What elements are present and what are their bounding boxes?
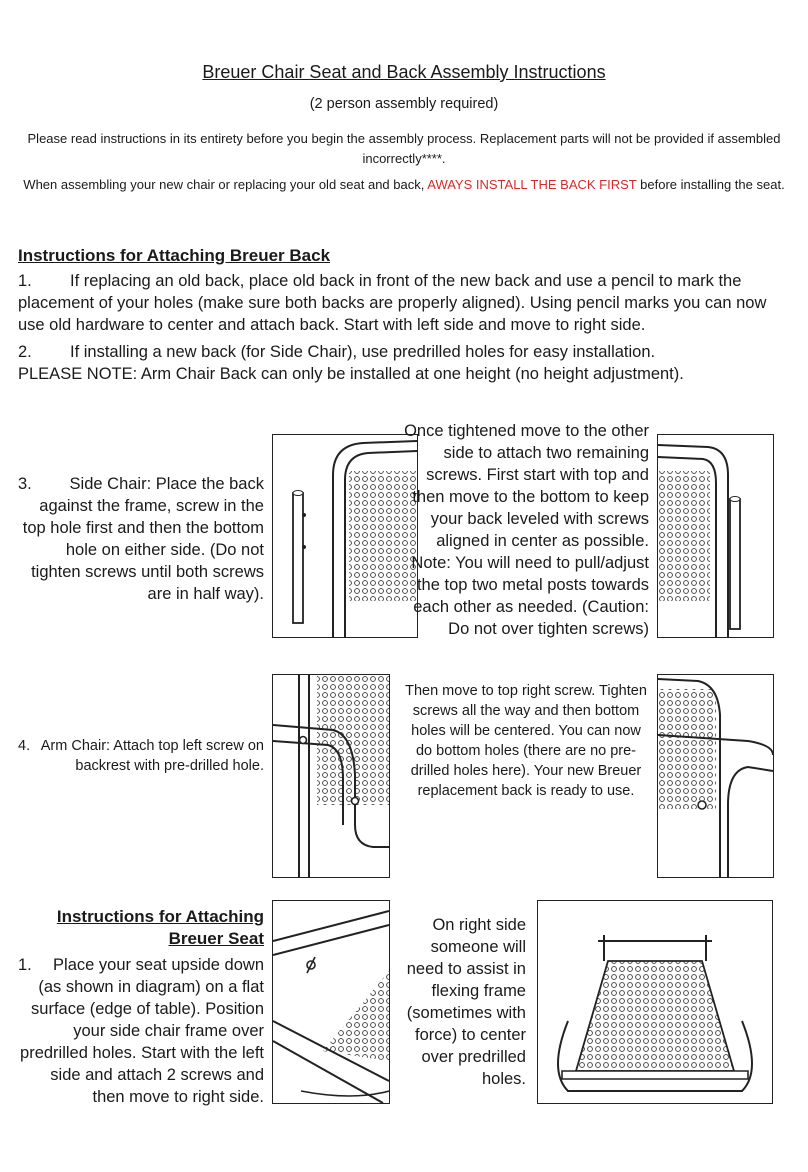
notice-text: Please read instructions in its entirety before you begin the assembly process. Replacement parts will not be provided if assembled incorrectly****. [27, 131, 781, 166]
step-text: Side Chair: Place the back against the frame, screw in the top hole first and then the bottom hole on either side. (Do not tighten screws until both screws are in half way). [22, 475, 264, 603]
step-number: 2. [18, 343, 32, 361]
warning-red: AWAYS INSTALL THE BACK FIRST [427, 177, 637, 192]
step-note: PLEASE NOTE: Arm Chair Back can only be installed at one height (no height adjustment). [18, 365, 684, 383]
back-section-heading: Instructions for Attaching Breuer Back [18, 246, 331, 265]
page-title: Breuer Chair Seat and Back Assembly Instructions [202, 62, 606, 82]
seat-section-heading: Instructions for Attaching Breuer Seat [56, 907, 264, 948]
step-number: 3. [18, 475, 32, 493]
step-text: If installing a new back (for Side Chair), use predrilled holes for easy installation. [70, 343, 656, 361]
back-step-2 [18, 341, 790, 385]
back-step-1 [18, 270, 790, 336]
back-step-4 [18, 736, 264, 776]
step-number: 1. [18, 272, 32, 290]
step-text: If replacing an old back, place old back in front of the new back and use a pencil to mark the placement of your holes (make sure both backs are properly aligned). Using pencil marks you can now use old hardware to center and attach back. Start with left side and move to right side. [18, 272, 767, 334]
arm-chair-right-diagram [657, 674, 774, 878]
step-text: Arm Chair: Attach top left screw on backrest with pre-drilled hole. [40, 738, 264, 774]
side-chair-right-diagram [657, 434, 774, 638]
back-step-3b: Once tightened move to the other side to attach two remaining screws. First start with top and then move to the bottom to keep your back leveled with screws aligned in center as possible. Note: You will need to pull/adjust the top two metal posts towards each other as needed. (Caution: Do not over tighten screws) [404, 422, 649, 638]
seat-step-1b: On right side someone will need to assist in flexing frame (sometimes with force) to center over predrilled holes. [406, 916, 526, 1088]
step-text: Place your seat upside down (as shown in diagram) on a flat surface (edge of table). Position your side chair frame over predrilled holes. Start with the left side and attach 2 screws and then move to right side. [20, 956, 264, 1106]
side-chair-left-diagram [272, 434, 418, 638]
seat-left-diagram [272, 900, 390, 1104]
seat-step-1 [18, 954, 264, 1108]
warning-text [14, 175, 794, 195]
step-number: 1. [18, 956, 32, 974]
back-step-4b: Then move to top right screw. Tighten screws all the way and then bottom holes will be centered. You can now do bottom holes (there are no pre-drilled holes here). Your new Breuer replacement back is ready to use. [405, 683, 647, 799]
warning-pre: When assembling your new chair or replacing your old seat and back, [23, 177, 425, 192]
seat-right-diagram [537, 900, 773, 1104]
step-number: 4. [18, 738, 31, 754]
back-step-3 [18, 473, 264, 605]
page-subtitle: (2 person assembly required) [309, 96, 499, 112]
warning-post: before installing the seat. [640, 177, 785, 192]
arm-chair-left-diagram [272, 674, 390, 878]
